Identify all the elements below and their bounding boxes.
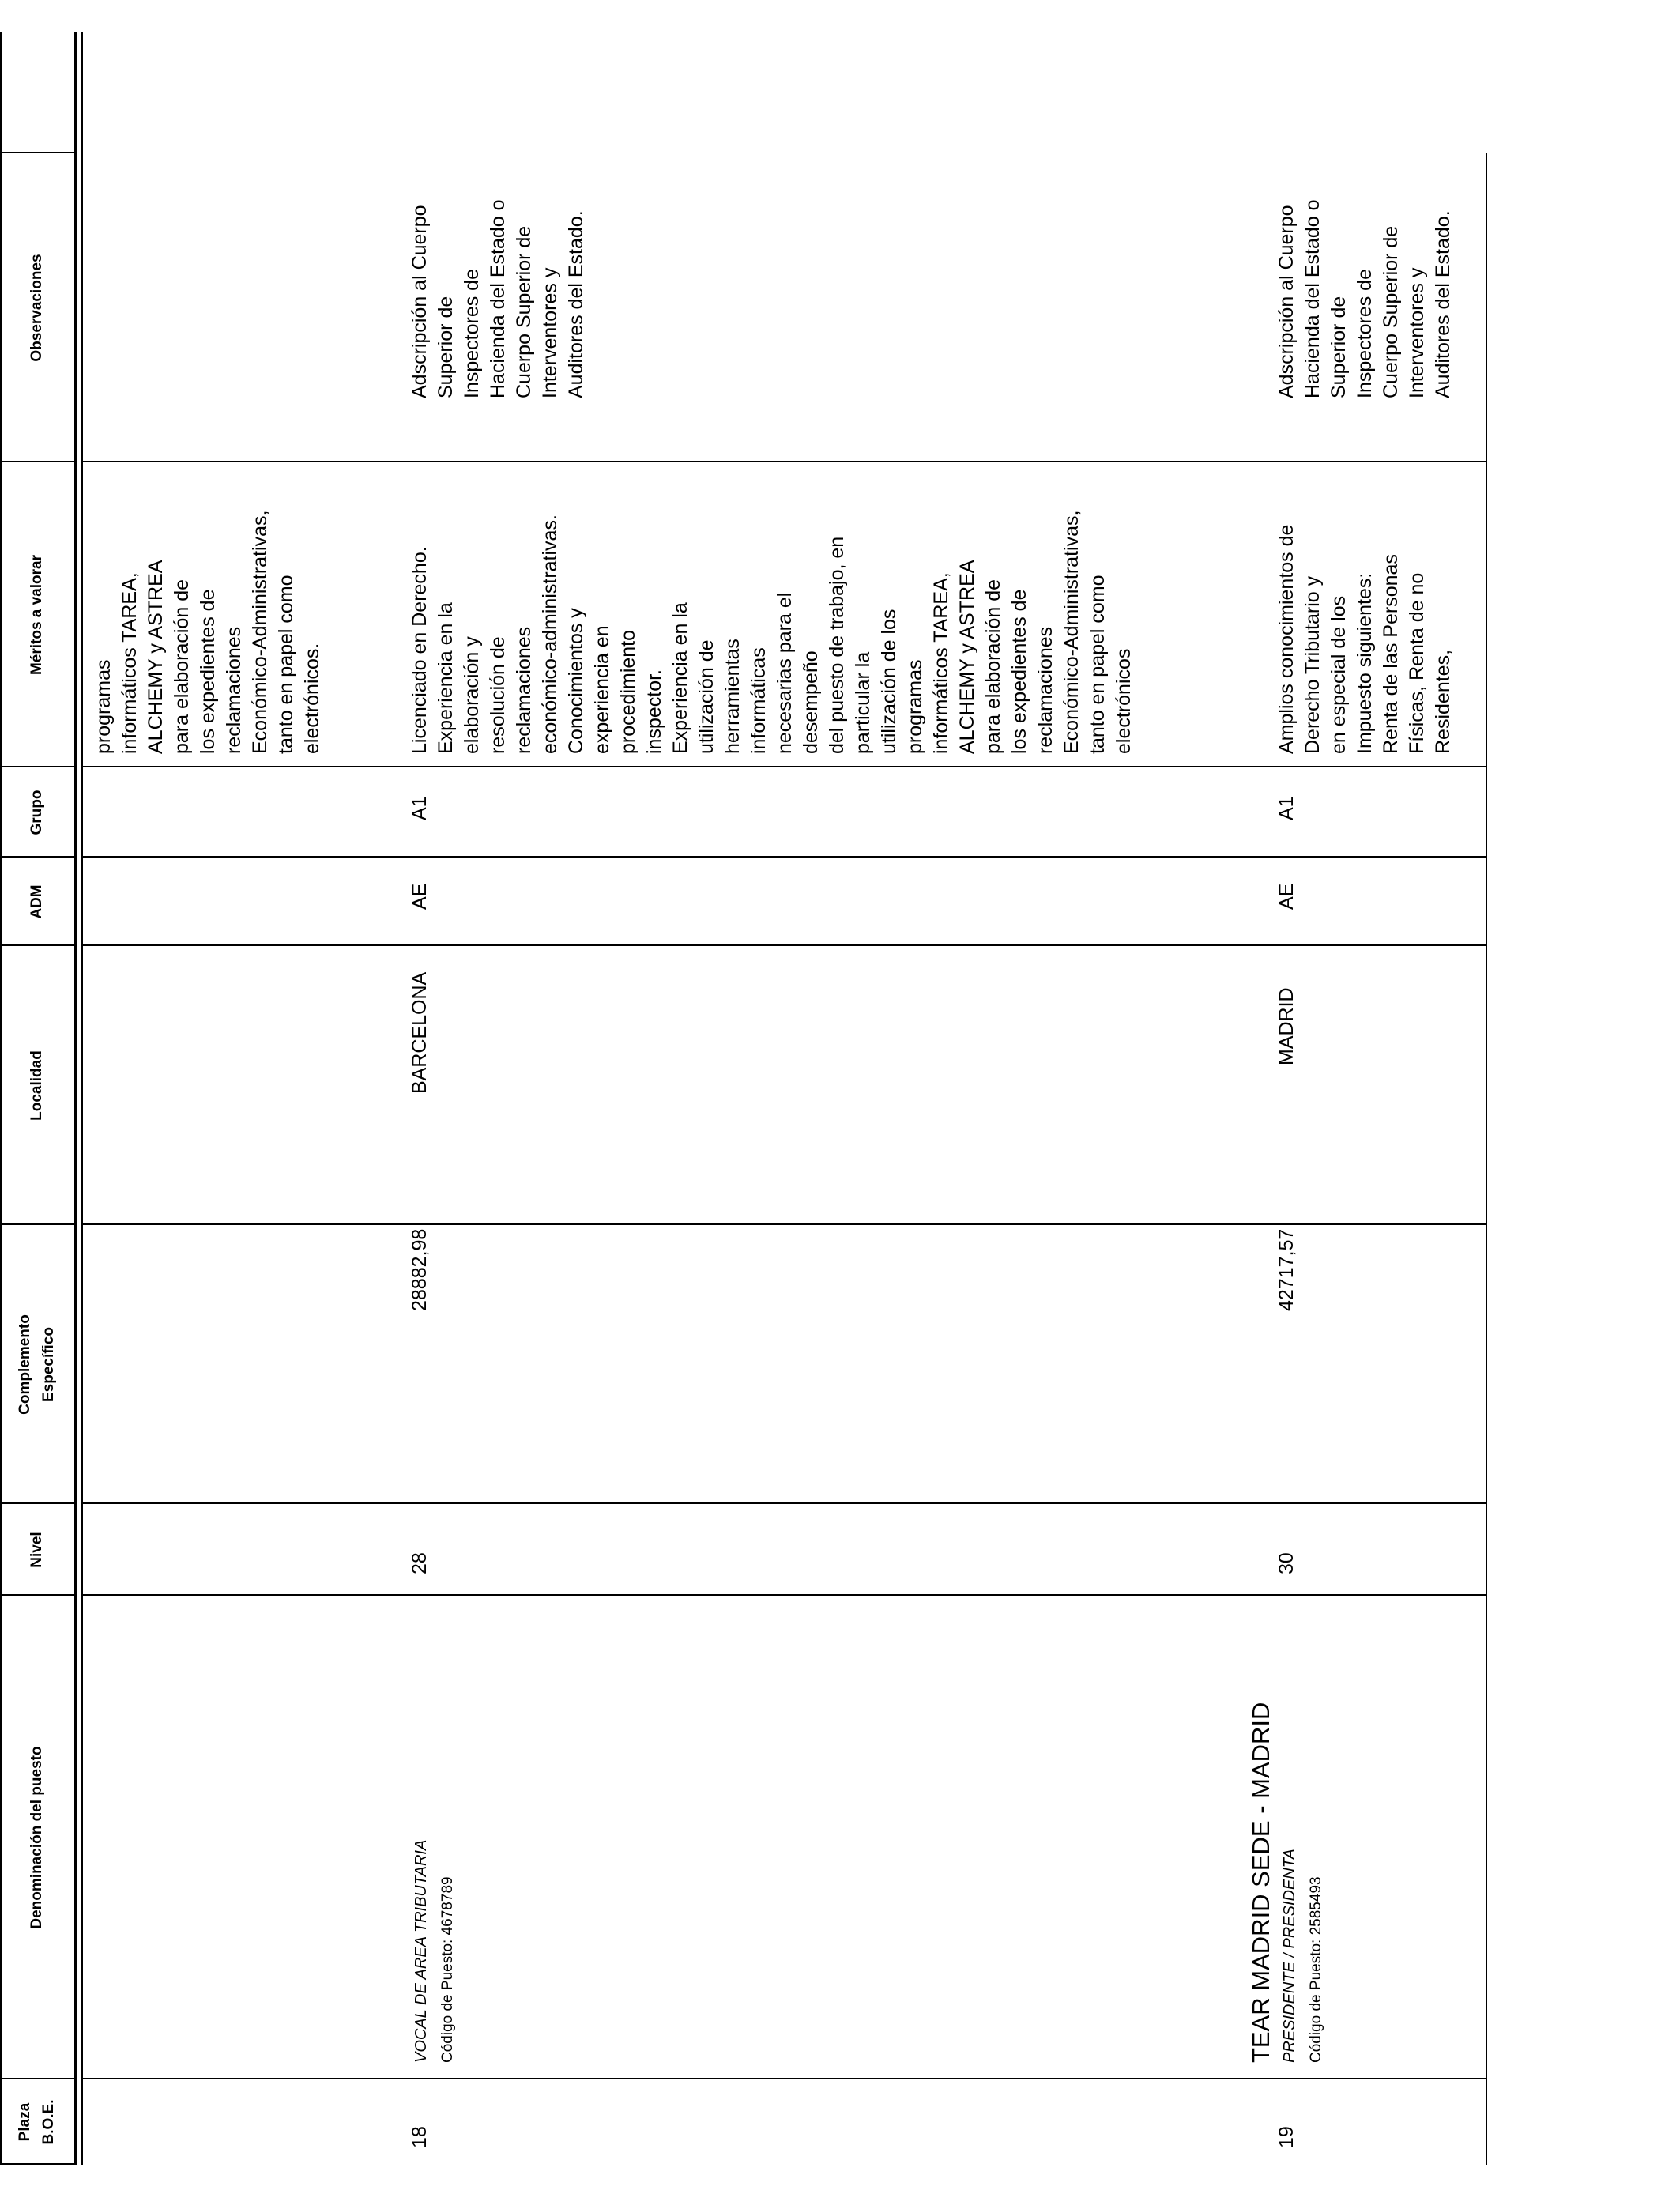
col-rule [81,1502,1486,1504]
header-observaciones: Observaciones [28,254,45,362]
col-rule [81,1594,1486,1596]
row19-plaza: 19 [1275,2126,1298,2148]
row19-grupo: A1 [1275,796,1298,820]
header-plaza: Plaza B.O.E. [17,2099,57,2145]
header-sep [0,1502,74,1504]
row19-localidad: MADRID [1275,987,1298,1065]
row18-complemento: 28882,98 [409,1228,431,1311]
header-complemento: Complemento Específico [17,1314,57,1415]
col-rule [81,2078,1486,2079]
row19-codigo: Código de Puesto: 2585493 [1308,1876,1324,2063]
header-sep [0,766,74,767]
row18-denominacion [409,1604,461,2063]
row19-adm: AE [1275,883,1298,910]
col-rule [81,766,1486,767]
row-rule [1486,153,1487,2165]
row19-complemento: 42717,57 [1275,1228,1298,1311]
header-bottom-border [74,32,77,2165]
header-grupo: Grupo [28,790,45,835]
col-rule [81,1223,1486,1225]
header-sep [0,944,74,946]
row18-plaza: 18 [409,2126,431,2148]
header-localidad: Localidad [28,1050,45,1121]
row19-observaciones: Adscripción al Cuerpo Hacienda del Estado o Superior de Inspectores de Cuerpo Superior de Interventores y Auditores del Estado. [1275,199,1454,398]
header-sep [0,1594,74,1596]
col-rule [81,944,1486,946]
row19-nivel: 30 [1275,1552,1298,1574]
row19-denominacion [1277,1604,1329,2063]
col-rule [81,856,1486,858]
row19-section-title: TEAR MADRID SEDE - MADRID [1247,1702,1275,2063]
row19-meritos: Amplios conocimientos de Derecho Tributario y en especial de los Impuesto siguientes: Renta de las Personas Físicas, Renta de no Residentes, [1275,524,1454,754]
header-sep [0,461,74,462]
row19-puesto: PRESIDENTE / PRESIDENTA [1281,1849,1298,2063]
header-sep [0,2078,74,2079]
row18-localidad: BARCELONA [409,971,431,1094]
page-frame-line [81,32,83,2165]
header-meritos: Méritos a valorar [28,554,45,676]
header-nivel: Nivel [28,1532,45,1568]
row18-adm: AE [409,883,431,910]
row18-grupo: A1 [409,796,431,820]
row18-nivel: 28 [409,1552,431,1574]
row18-meritos: Licenciado en Derecho. Experiencia en la elaboración y resolución de reclamaciones económico-administrativas. Conocimientos y experiencia en procedimiento inspector. Experiencia en la utilización de herramientas informáticas necesarias para el desempeño del puesto de trabajo, en particular la utilización de los programas informáticos TAREA, ALCHEMY y ASTREA para elaboración de los expedientes de reclamaciones Económico-Administrativas, tanto en papel como electrónicos [409,510,1135,754]
row18-observaciones: Adscripción al Cuerpo Superior de Inspectores de Hacienda del Estado o Cuerpo Superior de Interventores y Auditores del Estado. [409,199,587,398]
header-adm: ADM [28,884,45,919]
meritos-continuation: programas informáticos TAREA, ALCHEMY y ASTREA para elaboración de los expedientes de reclamaciones Económico-Administrativas, tanto en papel como electrónicos. [92,510,323,754]
header-sep [0,152,74,153]
row18-puesto: VOCAL DE AREA TRIBUTARIA [412,1839,430,2063]
header-sep [0,1223,74,1225]
header-denominacion: Denominación del puesto [28,1746,45,1929]
row18-codigo: Código de Puesto: 4678789 [439,1876,456,2063]
header-sep [0,856,74,858]
